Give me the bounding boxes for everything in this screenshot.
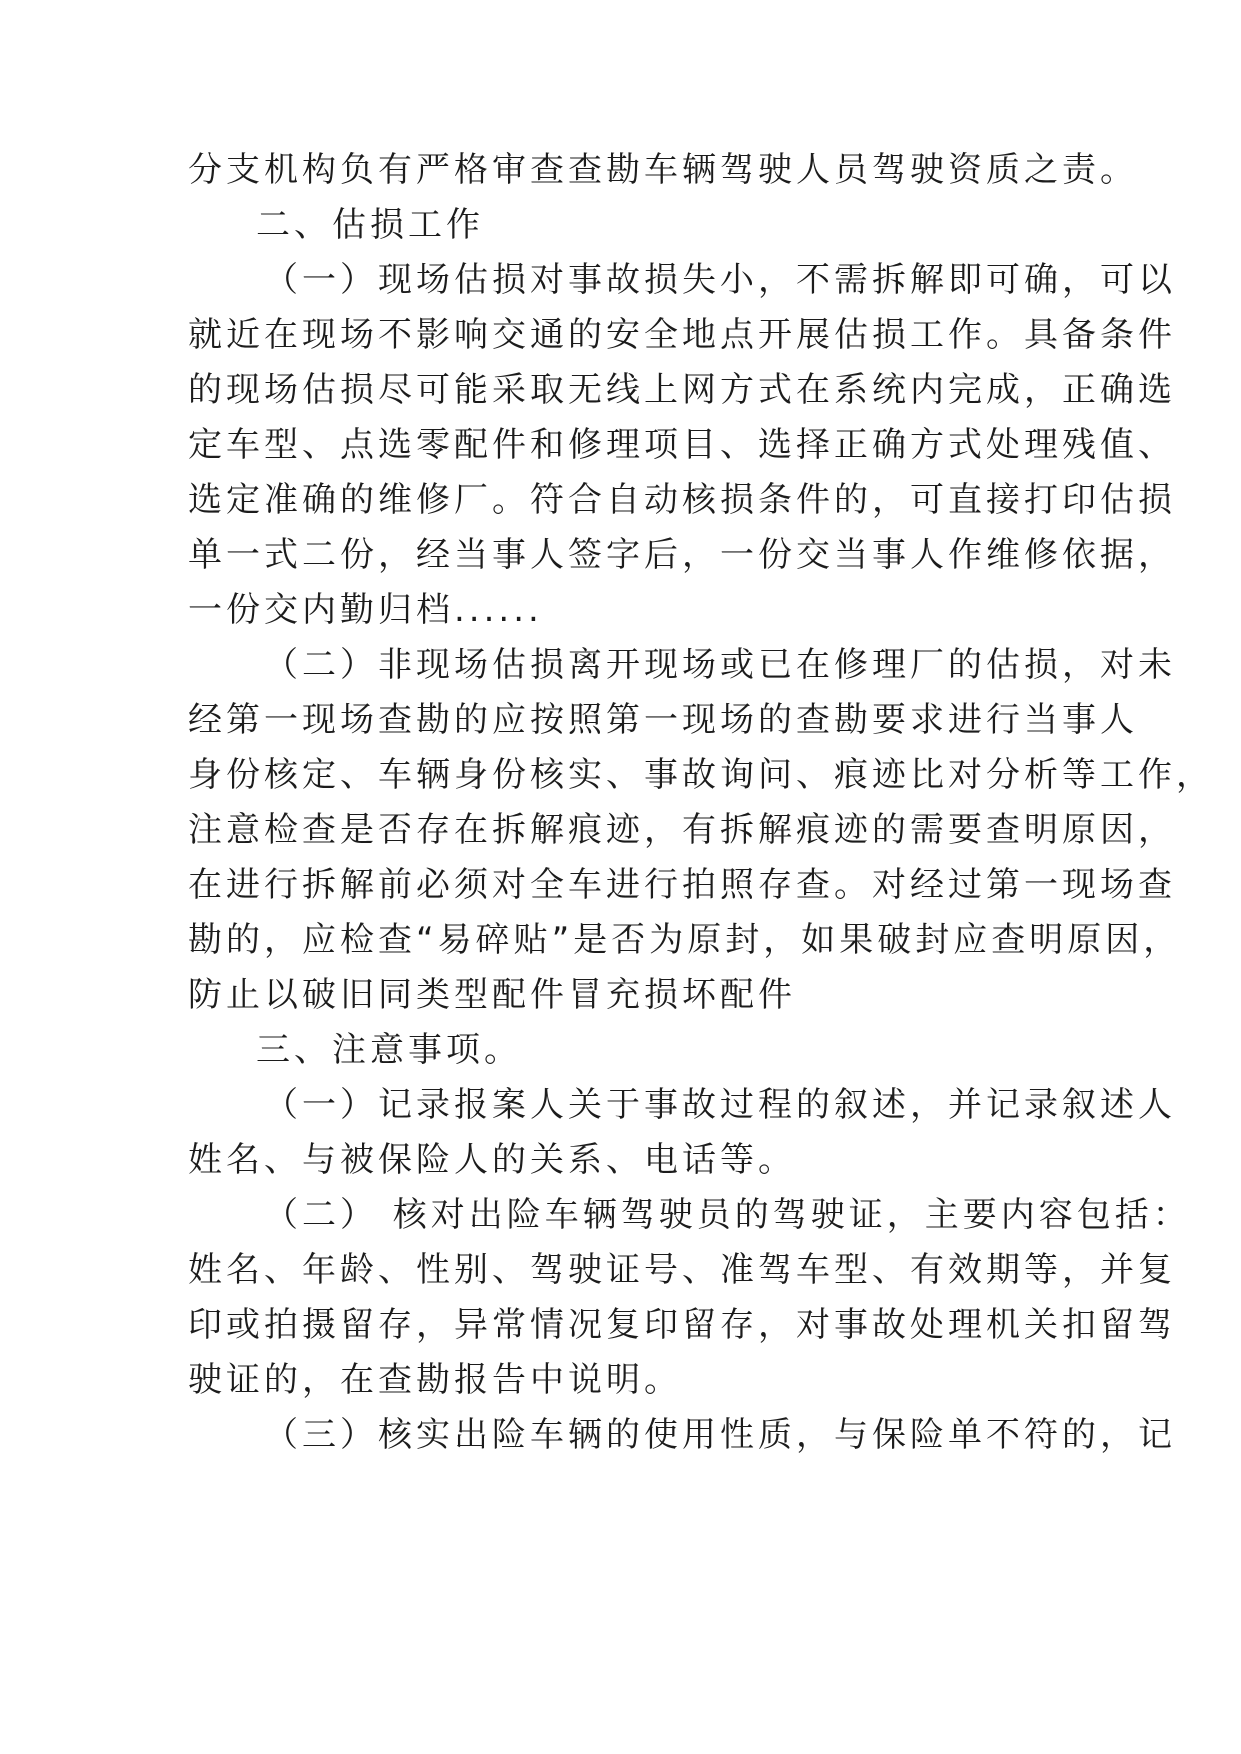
body-text-line: 驶证的，在查勘报告中说明。 [188, 1360, 682, 1400]
body-text-line: 印或拍摄留存，异常情况复印留存，对事故处理机关扣留驾 [188, 1305, 1176, 1345]
section-heading: 二、估损工作 [256, 205, 484, 245]
body-text-line: 选定准确的维修厂。符合自动核损条件的，可直接打印估损 [188, 480, 1176, 520]
body-text-line: 经第一现场查勘的应按照第一现场的查勘要求进行当事人 [188, 700, 1138, 740]
subsection-first-line: （二）非现场估损离开现场或已在修理厂的估损，对未 [264, 645, 1176, 685]
subsection-first-line: （一）记录报案人关于事故过程的叙述，并记录叙述人 [264, 1085, 1176, 1125]
subsection-first-line: （三）核实出险车辆的使用性质，与保险单不符的，记 [264, 1415, 1176, 1455]
body-text-line: 就近在现场不影响交通的安全地点开展估损工作。具备条件 [188, 315, 1176, 355]
body-text-line: 身份核定、车辆身份核实、事故询问、痕迹比对分析等工作， [188, 755, 1214, 795]
body-text-line: 在进行拆解前必须对全车进行拍照存查。对经过第一现场查 [188, 865, 1176, 905]
body-text-line: 分支机构负有严格审查查勘车辆驾驶人员驾驶资质之责。 [188, 150, 1138, 190]
body-text-line: 勘的，应检查“易碎贴”是否为原封，如果破封应查明原因， [188, 920, 1182, 960]
section-heading: 三、注意事项。 [256, 1030, 522, 1070]
body-text-line: 一份交内勤归档...... [188, 590, 543, 630]
subsection-first-line: （一）现场估损对事故损失小，不需拆解即可确，可以 [264, 260, 1176, 300]
body-text-line: 定车型、点选零配件和修理项目、选择正确方式处理残值、 [188, 425, 1176, 465]
subsection-first-line: （二） 核对出险车辆驾驶员的驾驶证，主要内容包括： [264, 1195, 1191, 1235]
body-text-line: 姓名、年龄、性别、驾驶证号、准驾车型、有效期等，并复 [188, 1250, 1176, 1290]
body-text-line: 单一式二份，经当事人签字后，一份交当事人作维修依据， [188, 535, 1176, 575]
body-text-line: 防止以破旧同类型配件冒充损坏配件 [188, 975, 796, 1015]
body-text-line: 的现场估损尽可能采取无线上网方式在系统内完成，正确选 [188, 370, 1176, 410]
body-text-line: 注意检查是否存在拆解痕迹，有拆解痕迹的需要查明原因， [188, 810, 1176, 850]
body-text-line: 姓名、与被保险人的关系、电话等。 [188, 1140, 796, 1180]
